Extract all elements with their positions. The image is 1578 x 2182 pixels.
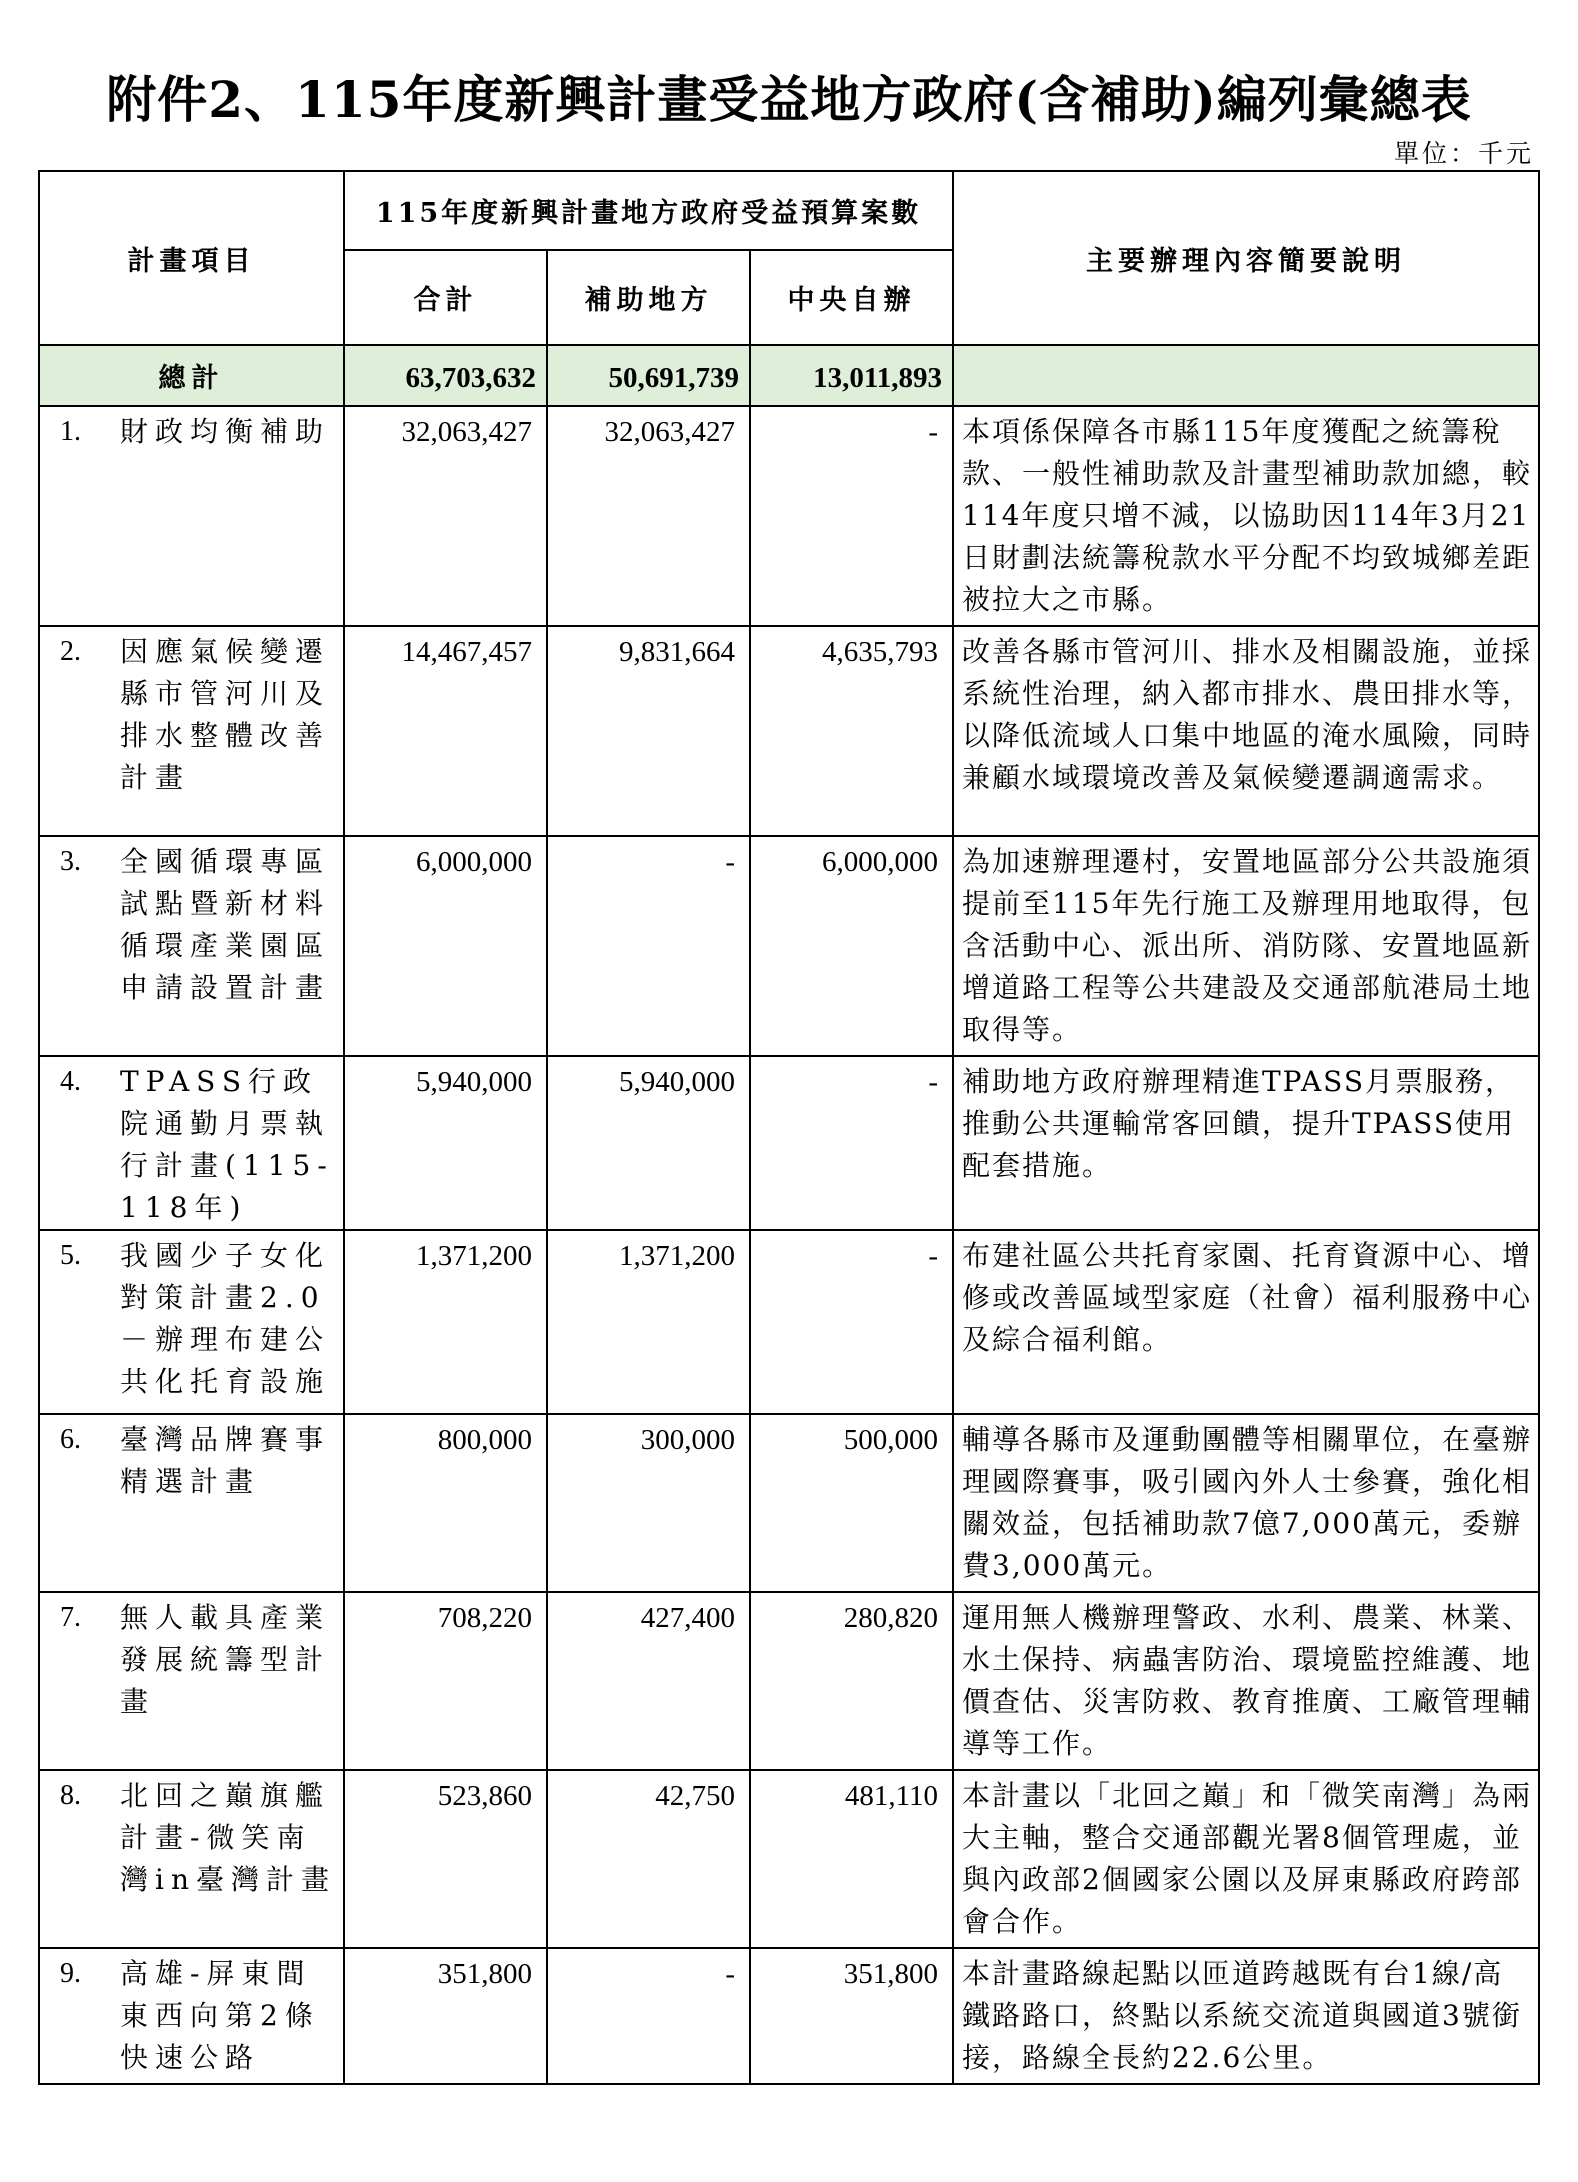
subsidy-cell: 300,000 (547, 1414, 750, 1592)
description-cell: 布建社區公共托育家園、托育資源中心、增修或改善區域型家庭（社會）福利服務中心及綜合福利館。 (953, 1230, 1539, 1414)
total-cell: 32,063,427 (344, 406, 547, 626)
budget-summary-table (38, 170, 1540, 2085)
total-cell: 351,800 (344, 1948, 547, 2084)
grand-total-description (953, 345, 1539, 406)
central-cell: 4,635,793 (750, 626, 953, 836)
item-name: 財政均衡補助 (120, 415, 331, 448)
grand-total-sum: 63,703,632 (344, 345, 547, 406)
grand-total-subsidy: 50,691,739 (547, 345, 750, 406)
header-item: 計畫項目 (39, 171, 344, 345)
header-total: 合計 (344, 250, 547, 345)
total-cell: 5,940,000 (344, 1056, 547, 1230)
table-row (39, 1230, 1539, 1414)
subsidy-cell: 42,750 (547, 1770, 750, 1948)
item-cell (39, 626, 344, 836)
subsidy-cell: 5,940,000 (547, 1056, 750, 1230)
subsidy-cell: 427,400 (547, 1592, 750, 1770)
grand-total-label: 總計 (39, 345, 344, 406)
page-title: 附件2、115年度新興計畫受益地方政府(含補助)編列彙總表 (106, 70, 1472, 129)
table-row (39, 1770, 1539, 1948)
central-cell: - (750, 406, 953, 626)
central-cell: - (750, 1056, 953, 1230)
central-cell: 500,000 (750, 1414, 953, 1592)
central-cell: 6,000,000 (750, 836, 953, 1056)
table-row (39, 1414, 1539, 1592)
header-central: 中央自辦 (750, 250, 953, 345)
grand-total-row (39, 345, 1539, 406)
item-number: 3. (60, 846, 81, 877)
table-row (39, 626, 1539, 836)
item-name: 我國少子女化對策計畫2.0－辦理布建公共化托育設施 (120, 1239, 331, 1398)
item-name: TPASS行政院通勤月票執行計畫(115-118年) (120, 1065, 334, 1224)
central-cell: 351,800 (750, 1948, 953, 2084)
subsidy-cell: 9,831,664 (547, 626, 750, 836)
central-cell: - (750, 1230, 953, 1414)
item-cell (39, 1948, 344, 2084)
item-cell (39, 1770, 344, 1948)
subsidy-cell: 32,063,427 (547, 406, 750, 626)
item-number: 7. (60, 1602, 81, 1633)
description-cell: 運用無人機辦理警政、水利、農業、林業、水土保持、病蟲害防治、環境監控維護、地價查估、災害防救、教育推廣、工廠管理輔導等工作。 (953, 1592, 1539, 1770)
item-cell (39, 1230, 344, 1414)
total-cell: 14,467,457 (344, 626, 547, 836)
item-number: 5. (60, 1240, 81, 1271)
item-cell (39, 1056, 344, 1230)
item-cell (39, 406, 344, 626)
item-cell (39, 1414, 344, 1592)
item-number: 9. (60, 1958, 81, 1989)
item-name: 高雄-屏東間東西向第2條快速公路 (120, 1957, 320, 2074)
central-cell: 481,110 (750, 1770, 953, 1948)
unit-label: 單位：千元 (1393, 139, 1534, 168)
total-cell: 800,000 (344, 1414, 547, 1592)
total-cell: 708,220 (344, 1592, 547, 1770)
item-number: 6. (60, 1424, 81, 1455)
item-cell (39, 836, 344, 1056)
item-number: 4. (60, 1066, 81, 1097)
description-cell: 為加速辦理遷村，安置地區部分公共設施須提前至115年先行施工及辦理用地取得，包含活動中心、派出所、消防隊、安置地區新增道路工程等公共建設及交通部航港局土地取得等。 (953, 836, 1539, 1056)
item-name: 無人載具產業發展統籌型計畫 (120, 1601, 331, 1718)
grand-total-central: 13,011,893 (750, 345, 953, 406)
description-cell: 輔導各縣市及運動團體等相關單位，在臺辦理國際賽事，吸引國內外人士參賽，強化相關效益，包括補助款7億7,000萬元，委辦費3,000萬元。 (953, 1414, 1539, 1592)
description-cell: 本計畫以「北回之巔」和「微笑南灣」為兩大主軸，整合交通部觀光署8個管理處，並與內政部2個國家公園以及屏東縣政府跨部會合作。 (953, 1770, 1539, 1948)
item-cell (39, 1592, 344, 1770)
item-number: 2. (60, 636, 81, 667)
description-cell: 補助地方政府辦理精進TPASS月票服務，推動公共運輸常客回饋，提升TPASS使用配套措施。 (953, 1056, 1539, 1230)
table-row (39, 836, 1539, 1056)
total-cell: 523,860 (344, 1770, 547, 1948)
item-number: 1. (60, 416, 81, 447)
header-subsidy: 補助地方 (547, 250, 750, 345)
subsidy-cell: 1,371,200 (547, 1230, 750, 1414)
total-cell: 1,371,200 (344, 1230, 547, 1414)
description-cell: 改善各縣市管河川、排水及相關設施，並採系統性治理，納入都市排水、農田排水等，以降低流域人口集中地區的淹水風險，同時兼顧水域環境改善及氣候變遷調適需求。 (953, 626, 1539, 836)
table-row (39, 1056, 1539, 1230)
table-row (39, 1592, 1539, 1770)
table-row (39, 1948, 1539, 2084)
subsidy-cell: - (547, 836, 750, 1056)
item-name: 因應氣候變遷縣市管河川及排水整體改善計畫 (120, 635, 331, 794)
total-cell: 6,000,000 (344, 836, 547, 1056)
header-description: 主要辦理內容簡要說明 (953, 171, 1539, 345)
item-name: 臺灣品牌賽事精選計畫 (120, 1423, 331, 1498)
description-cell: 本計畫路線起點以匝道跨越既有台1線/高鐵路路口，終點以系統交流道與國道3號銜接，路線全長約22.6公里。 (953, 1948, 1539, 2084)
subsidy-cell: - (547, 1948, 750, 2084)
item-number: 8. (60, 1780, 81, 1811)
table-row (39, 406, 1539, 626)
description-cell: 本項係保障各市縣115年度獲配之統籌稅款、一般性補助款及計畫型補助款加總，較114年度只增不減，以協助因114年3月21日財劃法統籌稅款水平分配不均致城鄉差距被拉大之市縣。 (953, 406, 1539, 626)
item-name: 北回之巔旗艦計畫-微笑南灣in臺灣計畫 (120, 1779, 336, 1896)
item-name: 全國循環專區試點暨新材料循環產業園區申請設置計畫 (120, 845, 331, 1004)
central-cell: 280,820 (750, 1592, 953, 1770)
header-budget-group: 115年度新興計畫地方政府受益預算案數 (344, 171, 953, 250)
